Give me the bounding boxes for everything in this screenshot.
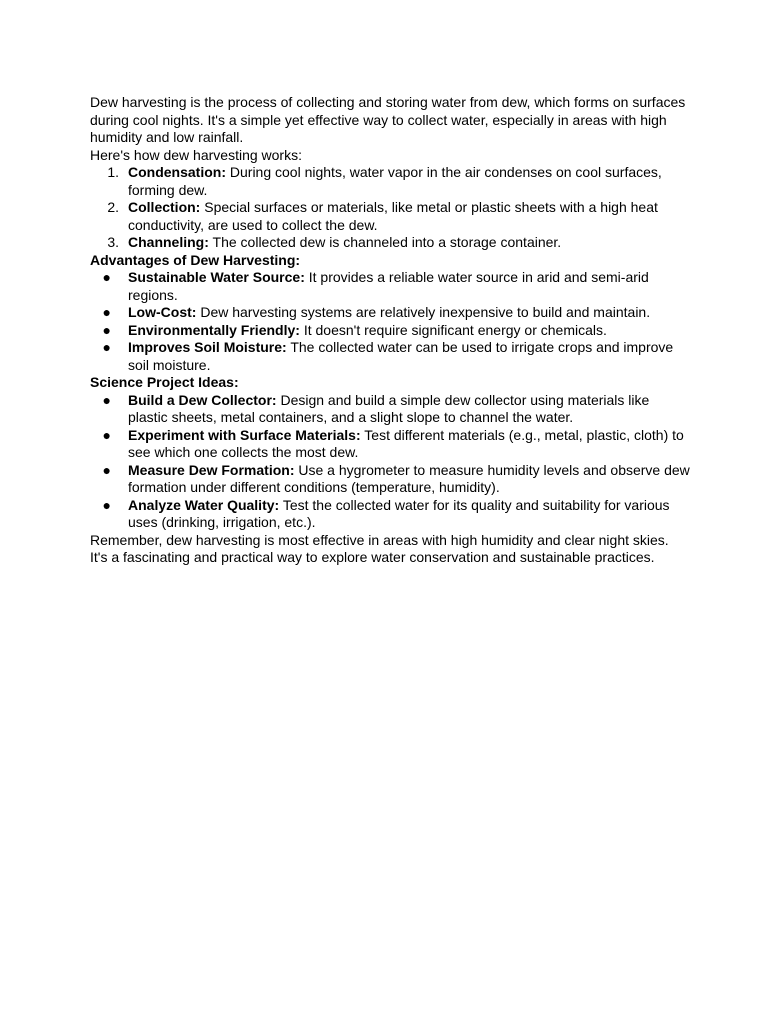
list-item	[90, 164, 690, 199]
advantages-list	[90, 269, 690, 374]
intro-paragraph: Dew harvesting is the process of collecting and storing water from dew, which forms on surfaces during cool nights. It's a simple yet effective way to collect water, especially in areas with high humidity and low rainfall.	[90, 94, 686, 145]
bullet-icon: ●	[102, 339, 111, 355]
bullet-icon: ●	[102, 321, 111, 338]
bullet-icon: ●	[102, 304, 111, 320]
step-term: Condensation:	[128, 164, 226, 180]
advantages-heading	[90, 252, 690, 270]
idea-term: Analyze Water Quality:	[128, 496, 280, 513]
list-item	[90, 497, 690, 532]
list-item	[90, 304, 690, 322]
advantages-heading-text: Advantages of Dew Harvesting:	[90, 251, 301, 268]
idea-text: Use a hygrometer to measure humidity levels and observe dew formation under different conditions (temperature, humidity).	[128, 461, 690, 495]
idea-text: Design and build a simple dew collector using materials like plastic sheets, metal containers, and a slight slope to channel the water.	[128, 391, 650, 425]
list-item	[90, 427, 690, 462]
how-heading: Here's how dew harvesting works:	[90, 146, 302, 163]
document-body	[90, 94, 690, 567]
list-item	[90, 269, 690, 304]
list-number: 1.	[107, 164, 119, 180]
steps-list	[90, 164, 690, 252]
bullet-icon: ●	[102, 461, 111, 478]
advantage-text: The collected water can be used to irrigate crops and improve soil moisture.	[128, 339, 674, 373]
step-text: The collected dew is channeled into a storage container.	[208, 234, 562, 250]
list-item	[90, 392, 690, 427]
step-term: Collection:	[128, 199, 201, 215]
idea-text: Test different materials (e.g., metal, plastic, cloth) to see which one collects the most dew.	[128, 426, 684, 460]
ideas-heading	[90, 374, 690, 392]
bullet-icon: ●	[102, 426, 111, 443]
list-item	[90, 462, 690, 497]
idea-text: Test the collected water for its quality and suitability for various uses (drinking, irrigation, etc.).	[128, 496, 670, 530]
advantage-text: Dew harvesting systems are relatively inexpensive to build and maintain.	[196, 304, 651, 320]
ideas-heading-text: Science Project Ideas:	[90, 374, 239, 390]
list-number: 2.	[107, 199, 119, 215]
advantage-term: Improves Soil Moisture:	[128, 339, 287, 355]
advantage-term: Sustainable Water Source:	[128, 269, 305, 285]
advantage-text: It doesn't require significant energy or chemicals.	[299, 321, 607, 338]
advantage-term: Environmentally Friendly:	[128, 321, 300, 338]
list-item	[90, 199, 690, 234]
step-term: Channeling:	[128, 234, 209, 250]
idea-term: Build a Dew Collector:	[128, 391, 277, 408]
idea-term: Experiment with Surface Materials:	[128, 426, 361, 443]
ideas-list	[90, 392, 690, 532]
bullet-icon: ●	[102, 496, 111, 513]
list-number: 3.	[107, 234, 119, 250]
step-text: During cool nights, water vapor in the air condenses on cool surfaces, forming dew.	[128, 164, 662, 198]
list-item	[90, 322, 690, 340]
bullet-icon: ●	[102, 269, 111, 285]
idea-term: Measure Dew Formation:	[128, 461, 295, 478]
list-item	[90, 339, 690, 374]
closing-paragraph: Remember, dew harvesting is most effective in areas with high humidity and clear night skies. It's a fascinating and practical way to explore water conservation and sustainable practices.	[90, 531, 669, 565]
step-text: Special surfaces or materials, like metal or plastic sheets with a high heat conductivity, are used to collect the dew.	[128, 199, 658, 233]
list-item	[90, 234, 690, 252]
bullet-icon: ●	[102, 391, 111, 408]
advantage-term: Low-Cost:	[128, 304, 197, 320]
advantage-text: It provides a reliable water source in arid and semi-arid regions.	[128, 269, 649, 303]
